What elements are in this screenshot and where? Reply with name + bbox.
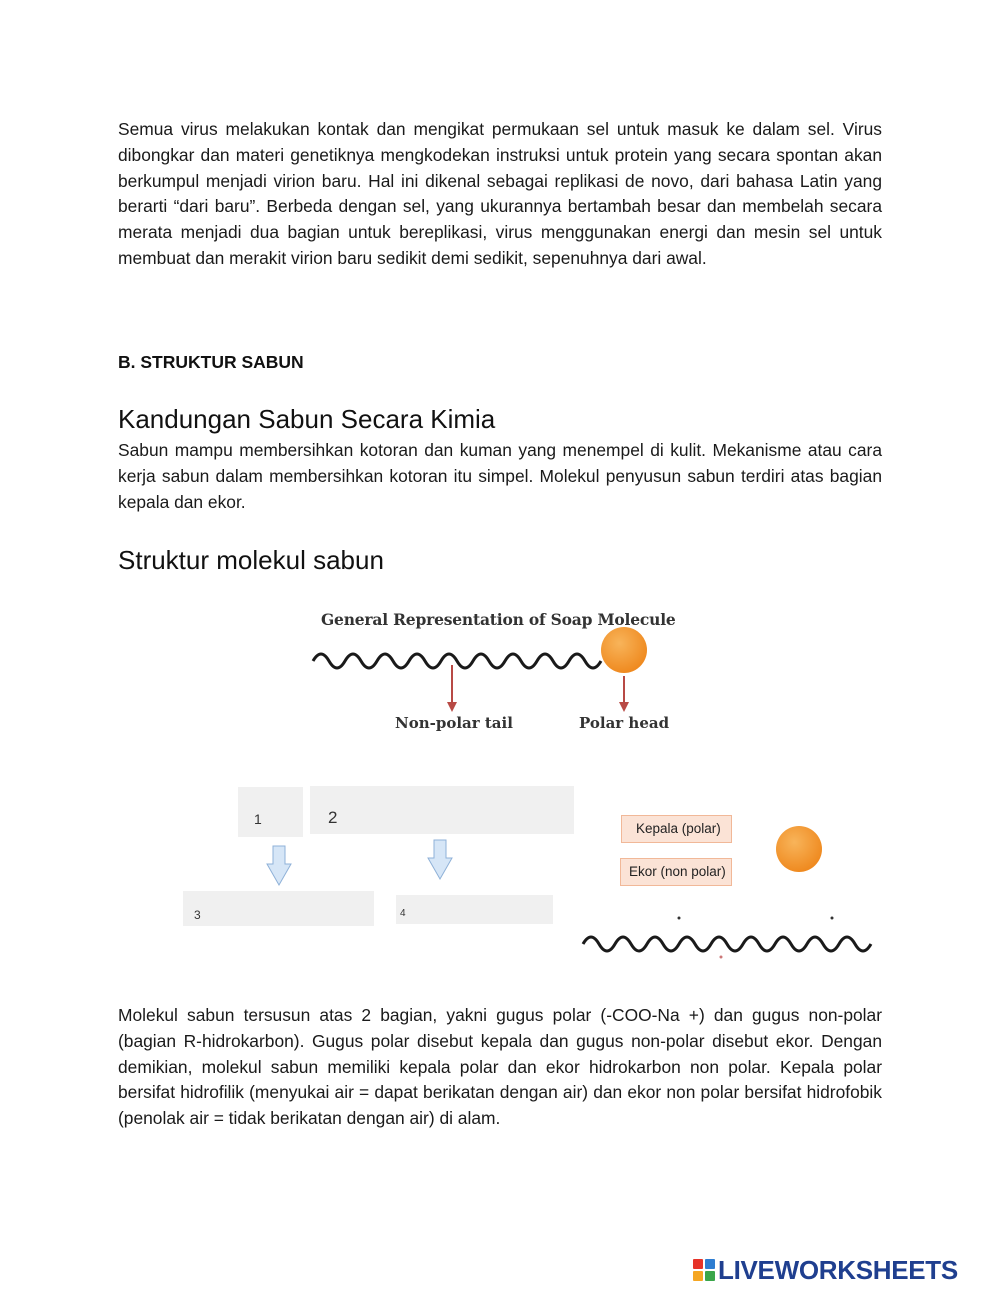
heading-kandungan-sabun: Kandungan Sabun Secara Kimia [118, 404, 496, 434]
section-heading-struktur-sabun: B. STRUKTUR SABUN [118, 352, 304, 372]
drop-zone-2[interactable] [310, 786, 574, 834]
stray-dot [720, 956, 723, 959]
kandungan-paragraph: Sabun mampu membersihkan kotoran dan kuman yang menempel di kulit. Mekanisme atau cara kerja sabun dalam membersihkan kotoran itu simpel. Molekul penyusun sabun terdiri atas bagian kepala dan ekor. [118, 440, 882, 512]
liveworksheets-logo-icon [692, 1258, 716, 1282]
intro-paragraph: Semua virus melakukan kontak dan mengikat permukaan sel untuk masuk ke dalam sel. Virus dibongkar dan materi genetiknya mengkodekan instruksi untuk protein yang secara spontan akan berkumpul menjadi virion baru. Hal ini dikenal sebagai replikasi de novo, dari bahasa Latin yang berarti “dari baru”. Berbeda dengan sel, yang ukurannya bertambah besar dan membelah secara merata menjadi dua bagian untuk bereplikasi, virus menggunakan energi dan mesin sel untuk membuat dan merakit virion baru sedikit demi sedikit, sepenuhnya dari awal. [118, 119, 882, 268]
stray-dot [831, 917, 834, 920]
down-arrow-2 [428, 840, 452, 879]
head-arrow-head [619, 702, 629, 712]
liveworksheets-logo-text: LIVEWORKSHEETS [718, 1255, 958, 1285]
figure-title: General Representation of Soap Molecule [321, 610, 676, 629]
drop-zone-1[interactable] [238, 787, 303, 837]
draggable-tag-ekor[interactable]: Ekor (non polar) [620, 858, 732, 886]
drop-zone-4[interactable] [396, 895, 553, 924]
polar-head-label: Polar head [579, 714, 670, 732]
drop-zone-1-number: 1 [254, 811, 262, 827]
drop-zone-4-number: 4 [400, 908, 406, 919]
worksheet-head-circle [776, 826, 822, 872]
drop-zone-3-number: 3 [194, 908, 201, 922]
down-arrow-1 [267, 846, 291, 885]
liveworksheets-logo[interactable] [692, 1255, 958, 1285]
stray-dot [678, 917, 681, 920]
draggable-tag-kepala[interactable]: Kepala (polar) [621, 815, 732, 843]
nonpolar-tail-wave [313, 654, 601, 668]
drop-zone-3[interactable] [183, 891, 374, 926]
drop-zone-2-number: 2 [328, 808, 338, 827]
molekul-paragraph: Molekul sabun tersusun atas 2 bagian, yakni gugus polar (-COO-Na +) dan gugus non-polar (bagian R-hidrokarbon). Gugus polar disebut kepala dan gugus non-polar disebut ekor. Dengan demikian, molekul sabun memiliki kepala polar dan ekor hidrokarbon non polar. Kepala polar bersifat hidrofilik (menyukai air = dapat berikatan dengan air) dan ekor non polar bersifat hidrofobik (penolak air = tidak berikatan dengan air) di alam. [118, 1005, 882, 1129]
heading-struktur-molekul: Struktur molekul sabun [118, 545, 384, 575]
nonpolar-tail-label: Non-polar tail [395, 714, 513, 732]
polar-head-circle [601, 627, 647, 673]
tail-arrow-head [447, 702, 457, 712]
worksheet-tail-wave [583, 937, 871, 951]
